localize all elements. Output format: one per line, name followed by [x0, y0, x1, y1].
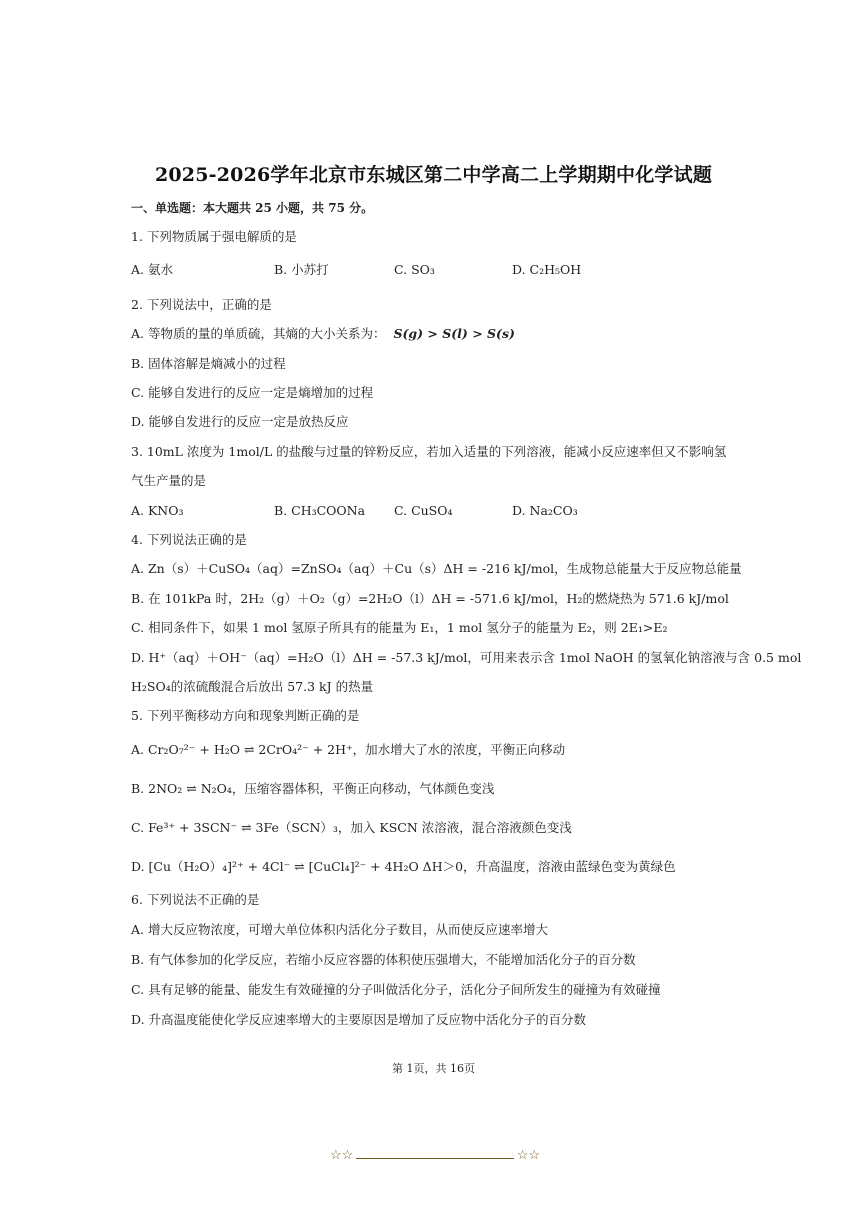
q4-option-d-line2: H₂SO₄的浓硫酸混合后放出 57.3 kJ 的热量 [131, 679, 374, 694]
q2-option-b: B. 固体溶解是熵减小的过程 [131, 356, 286, 371]
q1-stem: 1. 下列物质属于强电解质的是 [131, 229, 297, 244]
q5-option-a: A. Cr₂O₇²⁻ + H₂O ⇌ 2CrO₄²⁻ + 2H⁺，加水增大了水的浓度，平衡正向移动 [131, 742, 566, 757]
footer-decoration [330, 1150, 540, 1166]
q2-option-a [131, 326, 515, 342]
page-number: 第 1页，共 16页 [392, 1062, 475, 1075]
q1-option-c: C. SO₃ [394, 262, 435, 277]
q3-stem-line2: 气生产量的是 [131, 473, 207, 488]
document-title: 2025-2026学年北京市东城区第二中学高二上学期期中化学试题 [154, 164, 713, 186]
q5-stem: 5. 下列平衡移动方向和现象判断正确的是 [131, 708, 360, 723]
q2-option-d: D. 能够自发进行的反应一定是放热反应 [131, 414, 349, 429]
q6-stem: 6. 下列说法不正确的是 [131, 892, 260, 907]
q2-stem: 2. 下列说法中，正确的是 [131, 297, 272, 312]
q4-option-d-line1: D. H⁺（aq）＋OH⁻（aq）=H₂O（l）ΔH = -57.3 kJ/mol，可用来表示含 1mol NaOH 的氢氧化钠溶液与含 0.5 mol [131, 650, 802, 665]
q6-option-c: C. 具有足够的能量、能发生有效碰撞的分子叫做活化分子，活化分子间所发生的碰撞为有效碰撞 [131, 982, 661, 997]
q2-option-c: C. 能够自发进行的反应一定是熵增加的过程 [131, 385, 374, 400]
q2-option-a-text: A. 等物质的量的单质硫，其熵的大小关系为： [131, 326, 386, 341]
q3-option-d: D. Na₂CO₃ [512, 503, 578, 518]
q2-entropy-formula: S(g) > S(l) > S(s) [393, 326, 515, 341]
q3-option-b: B. CH₃COONa [274, 503, 366, 518]
decorative-rule [356, 1158, 514, 1159]
q4-option-b: B. 在 101kPa 时，2H₂（g）＋O₂（g）=2H₂O（l）ΔH = -571.6 kJ/mol，H₂的燃烧热为 571.6 kJ/mol [131, 591, 729, 606]
stars-right-icon: ☆☆ [516, 1148, 540, 1163]
q4-stem: 4. 下列说法正确的是 [131, 532, 247, 547]
q5-option-c: C. Fe³⁺ + 3SCN⁻ ⇌ 3Fe（SCN）₃，加入 KSCN 浓溶液，混合溶液颜色变浅 [131, 820, 572, 835]
q4-option-a: A. Zn（s）＋CuSO₄（aq）=ZnSO₄（aq）＋Cu（s）ΔH = -216 kJ/mol，生成物总能量大于反应物总能量 [131, 561, 742, 576]
q5-option-d: D. [Cu（H₂O）₄]²⁺ + 4Cl⁻ ⇌ [CuCl₄]²⁻ + 4H₂O ΔH＞0，升高温度，溶液由蓝绿色变为黄绿色 [131, 859, 676, 874]
q1-option-b: B. 小苏打 [274, 262, 329, 277]
q1-option-d: D. C₂H₅OH [512, 262, 582, 277]
q1-option-a: A. 氨水 [131, 262, 173, 277]
q3-option-a: A. KNO₃ [131, 503, 184, 518]
q4-option-c: C. 相同条件下，如果 1 mol 氢原子所具有的能量为 E₁，1 mol 氢分子的能量为 E₂，则 2E₁>E₂ [131, 620, 668, 635]
q6-option-b: B. 有气体参加的化学反应，若缩小反应容器的体积使压强增大，不能增加活化分子的百分数 [131, 952, 636, 967]
q3-stem-line1: 3. 10mL 浓度为 1mol/L 的盐酸与过量的锌粉反应，若加入适量的下列溶液，能减小反应速率但又不影响氢 [131, 444, 727, 459]
q6-option-d: D. 升高温度能使化学反应速率增大的主要原因是增加了反应物中活化分子的百分数 [131, 1012, 587, 1027]
q5-option-b: B. 2NO₂ ⇌ N₂O₄，压缩容器体积，平衡正向移动，气体颜色变浅 [131, 781, 495, 796]
section-heading: 一、单选题：本大题共 25 小题，共 75 分。 [131, 201, 374, 215]
stars-left-icon: ☆☆ [330, 1148, 354, 1163]
q6-option-a: A. 增大反应物浓度，可增大单位体积内活化分子数目，从而使反应速率增大 [131, 922, 548, 937]
q3-option-c: C. CuSO₄ [394, 503, 453, 518]
